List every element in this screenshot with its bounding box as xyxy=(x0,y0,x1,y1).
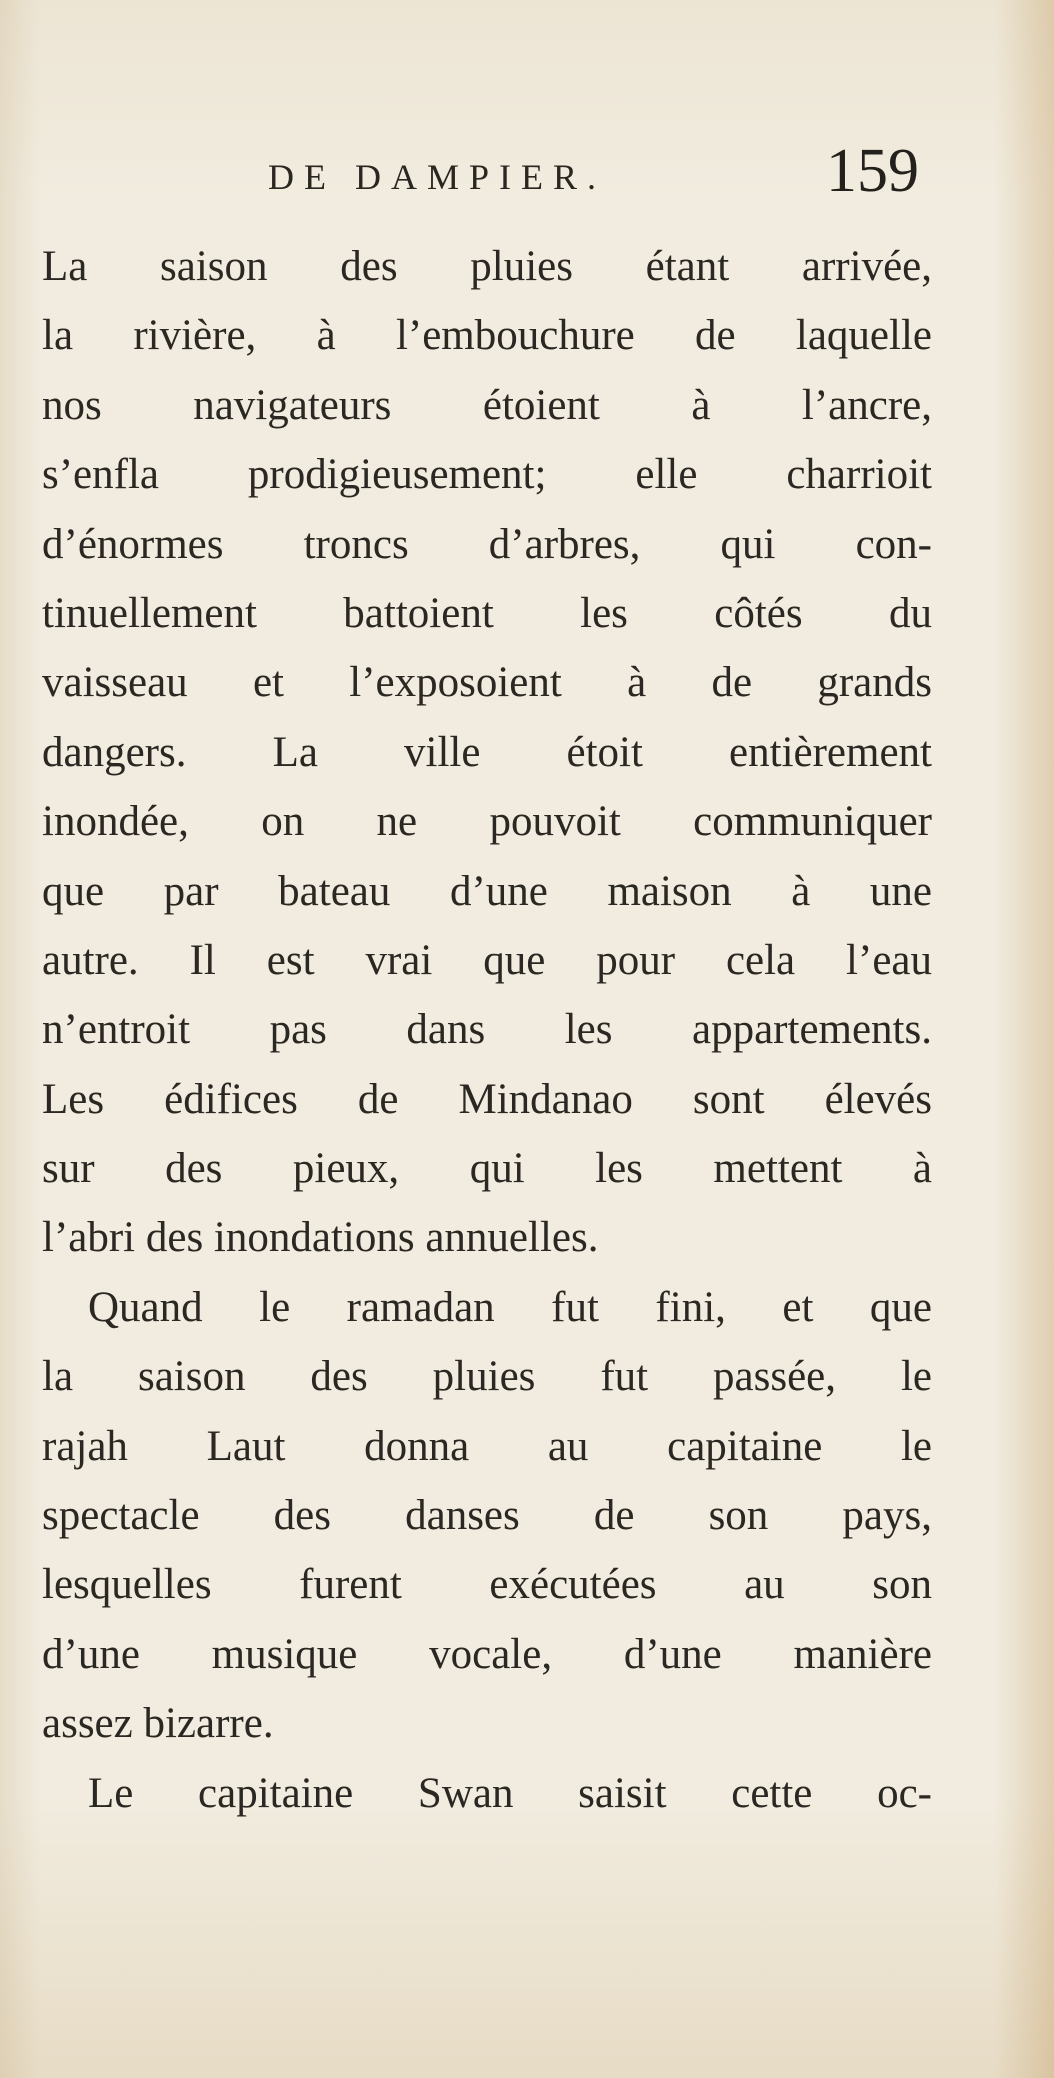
body-text xyxy=(42,232,932,1828)
text-line: inondée, on ne pouvoit communiquer xyxy=(42,798,932,846)
text-line: Quand le ramadan fut fini, et que xyxy=(88,1283,932,1331)
text-line: La saison des pluies étant arrivée, xyxy=(42,243,932,290)
text-line: Les édifices de Mindanao sont élevés xyxy=(42,1075,932,1123)
text-line: la saison des pluies fut passée, le xyxy=(42,1353,932,1401)
text-line: dangers. La ville étoit entièrement xyxy=(42,728,932,776)
running-head xyxy=(0,137,1054,210)
page-number: 159 xyxy=(826,137,919,205)
text-line: d’une musique vocale, d’une manière xyxy=(42,1630,932,1678)
text-line: que par bateau d’une maison à une xyxy=(42,867,932,915)
text-line: assez bizarre. xyxy=(42,1700,274,1748)
text-line: vaisseau et l’exposoient à de grands xyxy=(42,659,932,707)
text-line: s’enfla prodigieusement; elle charrioit xyxy=(42,451,932,499)
text-line: n’entroit pas dans les appartements. xyxy=(42,1006,932,1054)
text-line: Le capitaine Swan saisit cette oc- xyxy=(88,1769,932,1817)
text-line: l’abri des inondations annuelles. xyxy=(42,1214,599,1262)
text-line: nos navigateurs étoient à l’ancre, xyxy=(42,381,932,429)
text-line: lesquelles furent exécutées au son xyxy=(42,1561,932,1609)
text-line: sur des pieux, qui les mettent à xyxy=(42,1145,932,1193)
text-line: rajah Laut donna au capitaine le xyxy=(42,1422,932,1470)
text-line: tinuellement battoient les côtés du xyxy=(42,589,932,637)
text-line: spectacle des danses de son pays, xyxy=(42,1492,932,1540)
text-line: la rivière, à l’embouchure de laquelle xyxy=(42,312,932,360)
text-line: autre. Il est vrai que pour cela l’eau xyxy=(42,936,932,984)
running-title: DE DAMPIER. xyxy=(268,157,607,197)
text-line: d’énormes troncs d’arbres, qui con- xyxy=(42,520,932,568)
